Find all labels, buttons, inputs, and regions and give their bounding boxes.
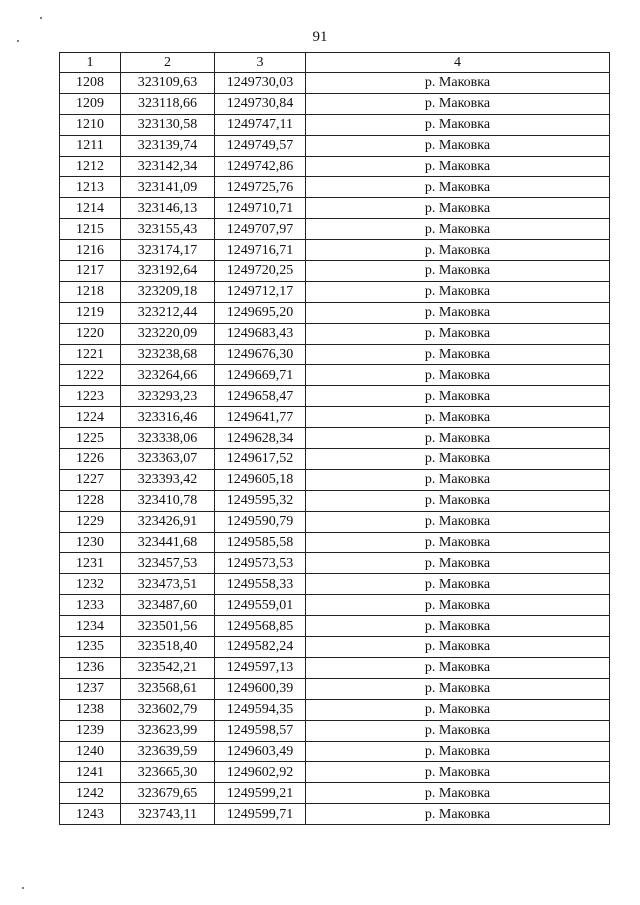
y-coordinate-cell: 1249683,43 <box>215 323 306 344</box>
x-coordinate-cell: 323316,46 <box>121 407 215 428</box>
table-row <box>60 741 610 762</box>
table-row <box>60 637 610 658</box>
table-row <box>60 553 610 574</box>
x-coordinate-cell: 323155,43 <box>121 219 215 240</box>
table-row <box>60 344 610 365</box>
y-coordinate-cell: 1249712,17 <box>215 281 306 302</box>
y-coordinate-cell: 1249617,52 <box>215 449 306 470</box>
scan-speck <box>22 887 24 889</box>
y-coordinate-cell: 1249598,57 <box>215 720 306 741</box>
table-row <box>60 720 610 741</box>
table-row <box>60 490 610 511</box>
y-coordinate-cell: 1249730,03 <box>215 73 306 94</box>
y-coordinate-cell: 1249669,71 <box>215 365 306 386</box>
point-number-cell: 1210 <box>60 114 121 135</box>
x-coordinate-cell: 323142,34 <box>121 156 215 177</box>
x-coordinate-cell: 323623,99 <box>121 720 215 741</box>
y-coordinate-cell: 1249725,76 <box>215 177 306 198</box>
point-number-cell: 1228 <box>60 490 121 511</box>
description-cell: р. Маковка <box>306 637 610 658</box>
x-coordinate-cell: 323501,56 <box>121 616 215 637</box>
y-coordinate-cell: 1249641,77 <box>215 407 306 428</box>
coordinates-table <box>59 52 610 825</box>
description-cell: р. Маковка <box>306 428 610 449</box>
point-number-cell: 1224 <box>60 407 121 428</box>
description-cell: р. Маковка <box>306 469 610 490</box>
point-number-cell: 1238 <box>60 699 121 720</box>
description-cell: р. Маковка <box>306 574 610 595</box>
y-coordinate-cell: 1249582,24 <box>215 637 306 658</box>
description-cell: р. Маковка <box>306 553 610 574</box>
point-number-cell: 1241 <box>60 762 121 783</box>
table-row <box>60 762 610 783</box>
description-cell: р. Маковка <box>306 595 610 616</box>
point-number-cell: 1211 <box>60 135 121 156</box>
x-coordinate-cell: 323426,91 <box>121 511 215 532</box>
point-number-cell: 1227 <box>60 469 121 490</box>
table-row <box>60 574 610 595</box>
table-row <box>60 135 610 156</box>
x-coordinate-cell: 323293,23 <box>121 386 215 407</box>
x-coordinate-cell: 323130,58 <box>121 114 215 135</box>
point-number-cell: 1226 <box>60 449 121 470</box>
table-row <box>60 156 610 177</box>
table-row <box>60 783 610 804</box>
y-coordinate-cell: 1249602,92 <box>215 762 306 783</box>
point-number-cell: 1234 <box>60 616 121 637</box>
y-coordinate-cell: 1249559,01 <box>215 595 306 616</box>
y-coordinate-cell: 1249749,57 <box>215 135 306 156</box>
point-number-cell: 1215 <box>60 219 121 240</box>
description-cell: р. Маковка <box>306 616 610 637</box>
table-row <box>60 93 610 114</box>
point-number-cell: 1235 <box>60 637 121 658</box>
table-row <box>60 114 610 135</box>
scan-speck <box>40 17 42 19</box>
table-row <box>60 73 610 94</box>
y-coordinate-cell: 1249590,79 <box>215 511 306 532</box>
column-header: 2 <box>121 53 215 73</box>
description-cell: р. Маковка <box>306 657 610 678</box>
y-coordinate-cell: 1249600,39 <box>215 678 306 699</box>
table-row <box>60 804 610 825</box>
table-row <box>60 240 610 261</box>
table-row <box>60 616 610 637</box>
y-coordinate-cell: 1249594,35 <box>215 699 306 720</box>
description-cell: р. Маковка <box>306 156 610 177</box>
x-coordinate-cell: 323743,11 <box>121 804 215 825</box>
point-number-cell: 1214 <box>60 198 121 219</box>
x-coordinate-cell: 323118,66 <box>121 93 215 114</box>
y-coordinate-cell: 1249597,13 <box>215 657 306 678</box>
y-coordinate-cell: 1249599,21 <box>215 783 306 804</box>
description-cell: р. Маковка <box>306 261 610 282</box>
description-cell: р. Маковка <box>306 365 610 386</box>
point-number-cell: 1218 <box>60 281 121 302</box>
x-coordinate-cell: 323457,53 <box>121 553 215 574</box>
x-coordinate-cell: 323174,17 <box>121 240 215 261</box>
description-cell: р. Маковка <box>306 511 610 532</box>
table-row <box>60 449 610 470</box>
x-coordinate-cell: 323679,65 <box>121 783 215 804</box>
table-body <box>60 73 610 825</box>
table-row <box>60 511 610 532</box>
x-coordinate-cell: 323487,60 <box>121 595 215 616</box>
table-row <box>60 365 610 386</box>
description-cell: р. Маковка <box>306 449 610 470</box>
x-coordinate-cell: 323264,66 <box>121 365 215 386</box>
point-number-cell: 1221 <box>60 344 121 365</box>
point-number-cell: 1217 <box>60 261 121 282</box>
description-cell: р. Маковка <box>306 73 610 94</box>
point-number-cell: 1230 <box>60 532 121 553</box>
x-coordinate-cell: 323410,78 <box>121 490 215 511</box>
x-coordinate-cell: 323209,18 <box>121 281 215 302</box>
table-row <box>60 198 610 219</box>
y-coordinate-cell: 1249710,71 <box>215 198 306 219</box>
point-number-cell: 1216 <box>60 240 121 261</box>
description-cell: р. Маковка <box>306 93 610 114</box>
point-number-cell: 1240 <box>60 741 121 762</box>
description-cell: р. Маковка <box>306 135 610 156</box>
point-number-cell: 1229 <box>60 511 121 532</box>
table-row <box>60 595 610 616</box>
description-cell: р. Маковка <box>306 323 610 344</box>
point-number-cell: 1208 <box>60 73 121 94</box>
x-coordinate-cell: 323192,64 <box>121 261 215 282</box>
point-number-cell: 1222 <box>60 365 121 386</box>
table-row <box>60 386 610 407</box>
table-row <box>60 657 610 678</box>
description-cell: р. Маковка <box>306 532 610 553</box>
point-number-cell: 1219 <box>60 302 121 323</box>
x-coordinate-cell: 323473,51 <box>121 574 215 595</box>
table-row <box>60 678 610 699</box>
description-cell: р. Маковка <box>306 490 610 511</box>
point-number-cell: 1231 <box>60 553 121 574</box>
point-number-cell: 1242 <box>60 783 121 804</box>
y-coordinate-cell: 1249603,49 <box>215 741 306 762</box>
x-coordinate-cell: 323220,09 <box>121 323 215 344</box>
point-number-cell: 1239 <box>60 720 121 741</box>
y-coordinate-cell: 1249628,34 <box>215 428 306 449</box>
table-row <box>60 177 610 198</box>
x-coordinate-cell: 323568,61 <box>121 678 215 699</box>
point-number-cell: 1220 <box>60 323 121 344</box>
y-coordinate-cell: 1249742,86 <box>215 156 306 177</box>
description-cell: р. Маковка <box>306 678 610 699</box>
y-coordinate-cell: 1249558,33 <box>215 574 306 595</box>
table-row <box>60 323 610 344</box>
y-coordinate-cell: 1249573,53 <box>215 553 306 574</box>
description-cell: р. Маковка <box>306 240 610 261</box>
description-cell: р. Маковка <box>306 281 610 302</box>
description-cell: р. Маковка <box>306 344 610 365</box>
point-number-cell: 1209 <box>60 93 121 114</box>
y-coordinate-cell: 1249568,85 <box>215 616 306 637</box>
table-header-row <box>60 53 610 73</box>
description-cell: р. Маковка <box>306 762 610 783</box>
x-coordinate-cell: 323141,09 <box>121 177 215 198</box>
y-coordinate-cell: 1249599,71 <box>215 804 306 825</box>
description-cell: р. Маковка <box>306 804 610 825</box>
point-number-cell: 1213 <box>60 177 121 198</box>
x-coordinate-cell: 323109,63 <box>121 73 215 94</box>
table-row <box>60 261 610 282</box>
y-coordinate-cell: 1249695,20 <box>215 302 306 323</box>
x-coordinate-cell: 323338,06 <box>121 428 215 449</box>
y-coordinate-cell: 1249707,97 <box>215 219 306 240</box>
point-number-cell: 1232 <box>60 574 121 595</box>
x-coordinate-cell: 323238,68 <box>121 344 215 365</box>
y-coordinate-cell: 1249585,58 <box>215 532 306 553</box>
point-number-cell: 1223 <box>60 386 121 407</box>
column-header: 1 <box>60 53 121 73</box>
point-number-cell: 1225 <box>60 428 121 449</box>
point-number-cell: 1243 <box>60 804 121 825</box>
table-row <box>60 407 610 428</box>
scan-speck <box>17 40 19 42</box>
x-coordinate-cell: 323542,21 <box>121 657 215 678</box>
table-row <box>60 469 610 490</box>
point-number-cell: 1233 <box>60 595 121 616</box>
description-cell: р. Маковка <box>306 386 610 407</box>
table-row <box>60 281 610 302</box>
x-coordinate-cell: 323139,74 <box>121 135 215 156</box>
x-coordinate-cell: 323393,42 <box>121 469 215 490</box>
table-row <box>60 428 610 449</box>
table-row <box>60 302 610 323</box>
x-coordinate-cell: 323639,59 <box>121 741 215 762</box>
x-coordinate-cell: 323665,30 <box>121 762 215 783</box>
y-coordinate-cell: 1249595,32 <box>215 490 306 511</box>
y-coordinate-cell: 1249747,11 <box>215 114 306 135</box>
y-coordinate-cell: 1249730,84 <box>215 93 306 114</box>
description-cell: р. Маковка <box>306 783 610 804</box>
x-coordinate-cell: 323212,44 <box>121 302 215 323</box>
table-row <box>60 532 610 553</box>
description-cell: р. Маковка <box>306 198 610 219</box>
description-cell: р. Маковка <box>306 741 610 762</box>
table-row <box>60 219 610 240</box>
y-coordinate-cell: 1249605,18 <box>215 469 306 490</box>
x-coordinate-cell: 323363,07 <box>121 449 215 470</box>
description-cell: р. Маковка <box>306 114 610 135</box>
x-coordinate-cell: 323602,79 <box>121 699 215 720</box>
point-number-cell: 1236 <box>60 657 121 678</box>
x-coordinate-cell: 323146,13 <box>121 198 215 219</box>
y-coordinate-cell: 1249720,25 <box>215 261 306 282</box>
x-coordinate-cell: 323518,40 <box>121 637 215 658</box>
y-coordinate-cell: 1249658,47 <box>215 386 306 407</box>
description-cell: р. Маковка <box>306 720 610 741</box>
table-row <box>60 699 610 720</box>
description-cell: р. Маковка <box>306 302 610 323</box>
y-coordinate-cell: 1249676,30 <box>215 344 306 365</box>
y-coordinate-cell: 1249716,71 <box>215 240 306 261</box>
point-number-cell: 1237 <box>60 678 121 699</box>
page-number: 91 <box>312 29 328 45</box>
column-header: 3 <box>215 53 306 73</box>
description-cell: р. Маковка <box>306 177 610 198</box>
description-cell: р. Маковка <box>306 219 610 240</box>
x-coordinate-cell: 323441,68 <box>121 532 215 553</box>
point-number-cell: 1212 <box>60 156 121 177</box>
description-cell: р. Маковка <box>306 407 610 428</box>
column-header: 4 <box>306 53 610 73</box>
description-cell: р. Маковка <box>306 699 610 720</box>
